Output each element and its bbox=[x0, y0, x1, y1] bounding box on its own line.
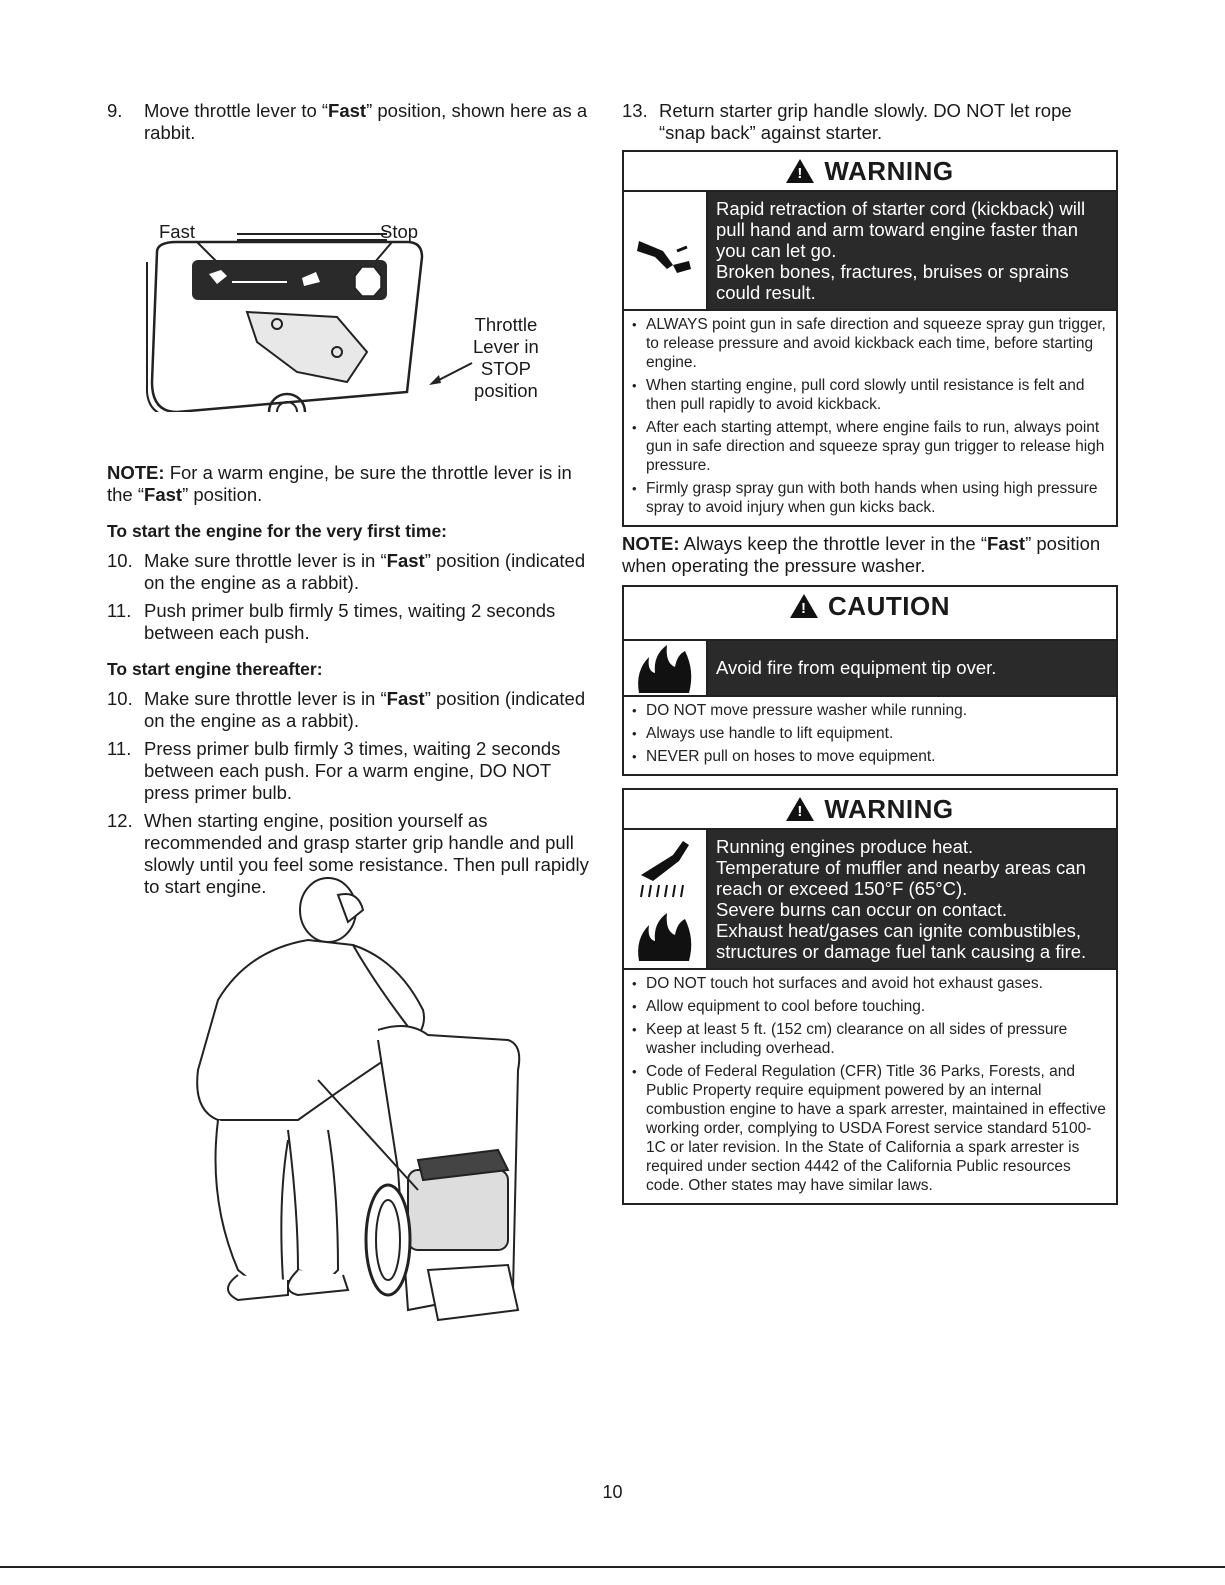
warning-kickback-box bbox=[622, 150, 1118, 527]
list-item: • Keep at least 5 ft. (152 cm) clearance on all sides of pressure washer including overhead. bbox=[632, 1020, 1108, 1058]
list-item: • After each starting attempt, where engine fails to run, always point gun in safe direction and squeeze spray gun trigger to release high pressure. bbox=[632, 418, 1108, 475]
warning-heat-hazard-panel: Running engines produce heat. Temperature of muffler and nearby areas can reach or exceed 150°F (65°C). Severe burns can occur on contact. Exhaust heat/gases can ignite combustibles, structures or damage fuel tank causing a fire. bbox=[624, 828, 1116, 970]
caution-tip-over-box bbox=[622, 585, 1118, 776]
warning-heat-list bbox=[624, 970, 1116, 1203]
fire-icon bbox=[633, 909, 697, 963]
warning-header: ! WARNING bbox=[624, 790, 1116, 828]
heading-thereafter: To start engine thereafter: bbox=[107, 659, 323, 679]
warning-hazard-panel: Rapid retraction of starter cord (kickback) will pull hand and arm toward engine faster than you can let go. Broken bones, fractures, bruises or sprains could result. bbox=[624, 190, 1116, 311]
caution-list bbox=[624, 697, 1116, 774]
thereafter-step-11: 11. Press primer bulb firmly 3 times, waiting 2 seconds between each push. For a warm engine, DO NOT press primer bulb. bbox=[107, 738, 561, 803]
list-item: • Code of Federal Regulation (CFR) Title 36 Parks, Forests, and Public Property require equipment powered by an internal combustion engine to have a spark arrester, maintained in effective working order, complying to USDA Forest service standard 5100-1C or later revision. In the State of California a spark arrester is required under section 4442 of the California Public resources code. Other states may have similar laws. bbox=[632, 1062, 1108, 1195]
fast-label: Fast bbox=[159, 221, 195, 242]
page-number: 10 bbox=[602, 1482, 623, 1502]
caution-hazard-panel: Avoid fire from equipment tip over. bbox=[624, 639, 1116, 697]
list-item: • Allow equipment to cool before touching. bbox=[632, 997, 1108, 1016]
list-item: • When starting engine, pull cord slowly until resistance is felt and then pull rapidly to avoid kickback. bbox=[632, 376, 1108, 414]
alert-triangle-icon: ! bbox=[790, 594, 818, 618]
list-item: • DO NOT move pressure washer while running. bbox=[632, 701, 1108, 720]
stop-label: Stop bbox=[380, 221, 419, 242]
first-step-11: 11. Push primer bulb firmly 5 times, waiting 2 seconds between each push. bbox=[107, 600, 556, 643]
list-item: • ALWAYS point gun in safe direction and squeeze spray gun trigger, to release pressure and avoid kickback each time, before starting engine. bbox=[632, 315, 1108, 372]
callout-arrow bbox=[427, 359, 477, 389]
step-9: 9. Move throttle lever to “Fast” position, shown here as a rabbit. bbox=[107, 100, 588, 143]
warning-heat-box bbox=[622, 788, 1118, 1205]
right-column bbox=[622, 100, 1118, 1205]
heading-first-time: To start the engine for the very first time: bbox=[107, 521, 448, 541]
warning-header: ! WARNING bbox=[624, 152, 1116, 190]
left-column bbox=[107, 100, 597, 904]
step-13: 13. Return starter grip handle slowly. DO NOT let rope “snap back” against starter. bbox=[622, 100, 1072, 143]
throttle-figure bbox=[107, 154, 597, 401]
hot-surface-icon bbox=[633, 835, 697, 899]
caution-header: ! CAUTION bbox=[624, 587, 1116, 625]
kickback-hand-icon bbox=[633, 221, 697, 281]
alert-triangle-icon: ! bbox=[786, 797, 814, 821]
note-warm-engine: NOTE: For a warm engine, be sure the throttle lever is in the “Fast” position. bbox=[107, 462, 572, 505]
throttle-illustration bbox=[137, 212, 437, 412]
thereafter-step-12: 12. When starting engine, position yourself as recommended and grasp starter grip handle and pull slowly until you feel some resistance. Then pull rapidly to start engine. bbox=[107, 810, 589, 897]
list-item: • Firmly grasp spray gun with both hands when using high pressure spray to avoid injury when gun kicks back. bbox=[632, 479, 1108, 517]
list-item: • NEVER pull on hoses to move equipment. bbox=[632, 747, 1108, 766]
first-step-10: 10. Make sure throttle lever is in “Fast” position (indicated on the engine as a rabbit). bbox=[107, 550, 586, 593]
alert-triangle-icon: ! bbox=[786, 159, 814, 183]
warning-kickback-list bbox=[624, 311, 1116, 525]
bottom-rule bbox=[0, 1566, 1225, 1568]
person-starting-engine-illustration bbox=[178, 870, 538, 1340]
thereafter-step-10: 10. Make sure throttle lever is in “Fast” position (indicated on the engine as a rabbit). bbox=[107, 688, 586, 731]
note-operating: NOTE: Always keep the throttle lever in the “Fast” position when operating the pressure washer. bbox=[622, 533, 1101, 576]
list-item: • Always use handle to lift equipment. bbox=[632, 724, 1108, 743]
fire-icon bbox=[633, 641, 697, 695]
throttle-callout: Throttle Lever in STOP position bbox=[473, 314, 539, 401]
list-item: • DO NOT touch hot surfaces and avoid hot exhaust gases. bbox=[632, 974, 1108, 993]
